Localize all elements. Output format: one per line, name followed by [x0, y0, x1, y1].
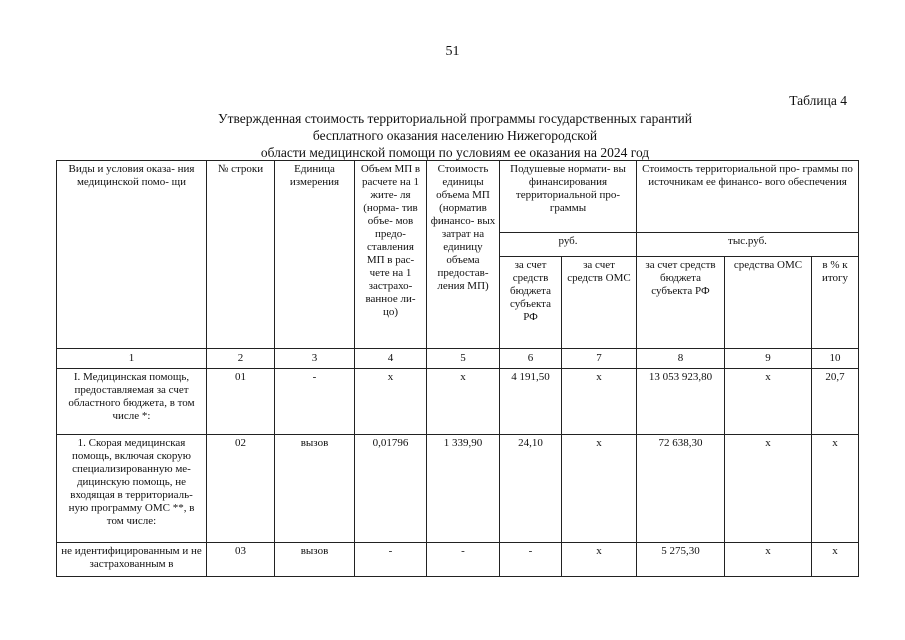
column-number-row [57, 349, 859, 369]
header-unit-thousand-rub: тыс.руб. [637, 233, 859, 257]
row-unit-cost: x [427, 369, 500, 435]
row-cost-budget: 5 275,30 [637, 543, 725, 577]
row-line: 01 [207, 369, 275, 435]
row-per-capita-oms: x [562, 369, 637, 435]
row-per-capita-oms: x [562, 435, 637, 543]
header-cost-group: Стоимость территориальной про- граммы по источникам ее финансо- вого обеспечения [637, 161, 859, 233]
column-number: 4 [355, 349, 427, 369]
row-line: 03 [207, 543, 275, 577]
row-volume: 0,01796 [355, 435, 427, 543]
column-number: 6 [500, 349, 562, 369]
header-unit: Единица измерения [275, 161, 355, 349]
header-per-capita-group: Подушевые нормати- вы финансирования территориальной про- граммы [500, 161, 637, 233]
row-unit-cost: 1 339,90 [427, 435, 500, 543]
header-cost-budget: за счет средств бюджета субъекта РФ [637, 257, 725, 349]
table-row [57, 543, 859, 577]
row-name: не идентифицированным и не застрахованным в [57, 543, 207, 577]
title-line: Утвержденная стоимость территориальной программы государственных гарантий [218, 111, 692, 126]
cost-table [56, 160, 859, 577]
row-per-capita-budget: 4 191,50 [500, 369, 562, 435]
header-cost-percent: в % к итогу [812, 257, 859, 349]
row-cost-oms: x [725, 435, 812, 543]
row-cost-budget: 72 638,30 [637, 435, 725, 543]
row-unit: - [275, 369, 355, 435]
row-name: 1. Скорая медицинская помощь, включая скорую специализированную ме- дицинскую помощь, не входящая в территориаль- ную программу ОМС **, в том числе: [57, 435, 207, 543]
title-line: области медицинской помощи по условиям ее оказания на 2024 год [260, 145, 650, 160]
row-per-capita-budget: 24,10 [500, 435, 562, 543]
table-title [170, 110, 740, 161]
column-number: 5 [427, 349, 500, 369]
row-cost-budget: 13 053 923,80 [637, 369, 725, 435]
header-volume: Объем МП в расчете на 1 жите- ля (норма- тив объе- мов предо- ставления МП в рас- чете на 1 застрахо- ванное ли- цо) [355, 161, 427, 349]
row-cost-oms: x [725, 543, 812, 577]
column-number: 3 [275, 349, 355, 369]
header-line-number: № строки [207, 161, 275, 349]
header-unit-rub: руб. [500, 233, 637, 257]
row-percent: x [812, 543, 859, 577]
row-unit-cost: - [427, 543, 500, 577]
row-percent: 20,7 [812, 369, 859, 435]
header-per-capita-oms: за счет средств ОМС [562, 257, 637, 349]
column-number: 9 [725, 349, 812, 369]
row-percent: x [812, 435, 859, 543]
row-volume: x [355, 369, 427, 435]
row-volume: - [355, 543, 427, 577]
row-unit: вызов [275, 543, 355, 577]
table-row [57, 435, 859, 543]
row-per-capita-oms: x [562, 543, 637, 577]
column-number: 1 [57, 349, 207, 369]
table-row [57, 369, 859, 435]
row-per-capita-budget: - [500, 543, 562, 577]
title-line: бесплатного оказания населению Нижегородской [312, 128, 598, 143]
row-cost-oms: x [725, 369, 812, 435]
header-cost-oms: средства ОМС [725, 257, 812, 349]
table-label: Таблица 4 [789, 93, 847, 108]
header-kinds: Виды и условия оказа- ния медицинской помо- щи [57, 161, 207, 349]
page-number: 51 [445, 44, 460, 59]
column-number: 7 [562, 349, 637, 369]
row-name: I. Медицинская помощь, предоставляемая за счет областного бюджета, в том числе *: [57, 369, 207, 435]
row-line: 02 [207, 435, 275, 543]
column-number: 8 [637, 349, 725, 369]
header-unit-cost: Стоимость единицы объема МП (норматив финансо- вых затрат на единицу объема предостав- ления МП) [427, 161, 500, 349]
header-per-capita-budget: за счет средств бюджета субъекта РФ [500, 257, 562, 349]
row-unit: вызов [275, 435, 355, 543]
column-number: 10 [812, 349, 859, 369]
column-number: 2 [207, 349, 275, 369]
